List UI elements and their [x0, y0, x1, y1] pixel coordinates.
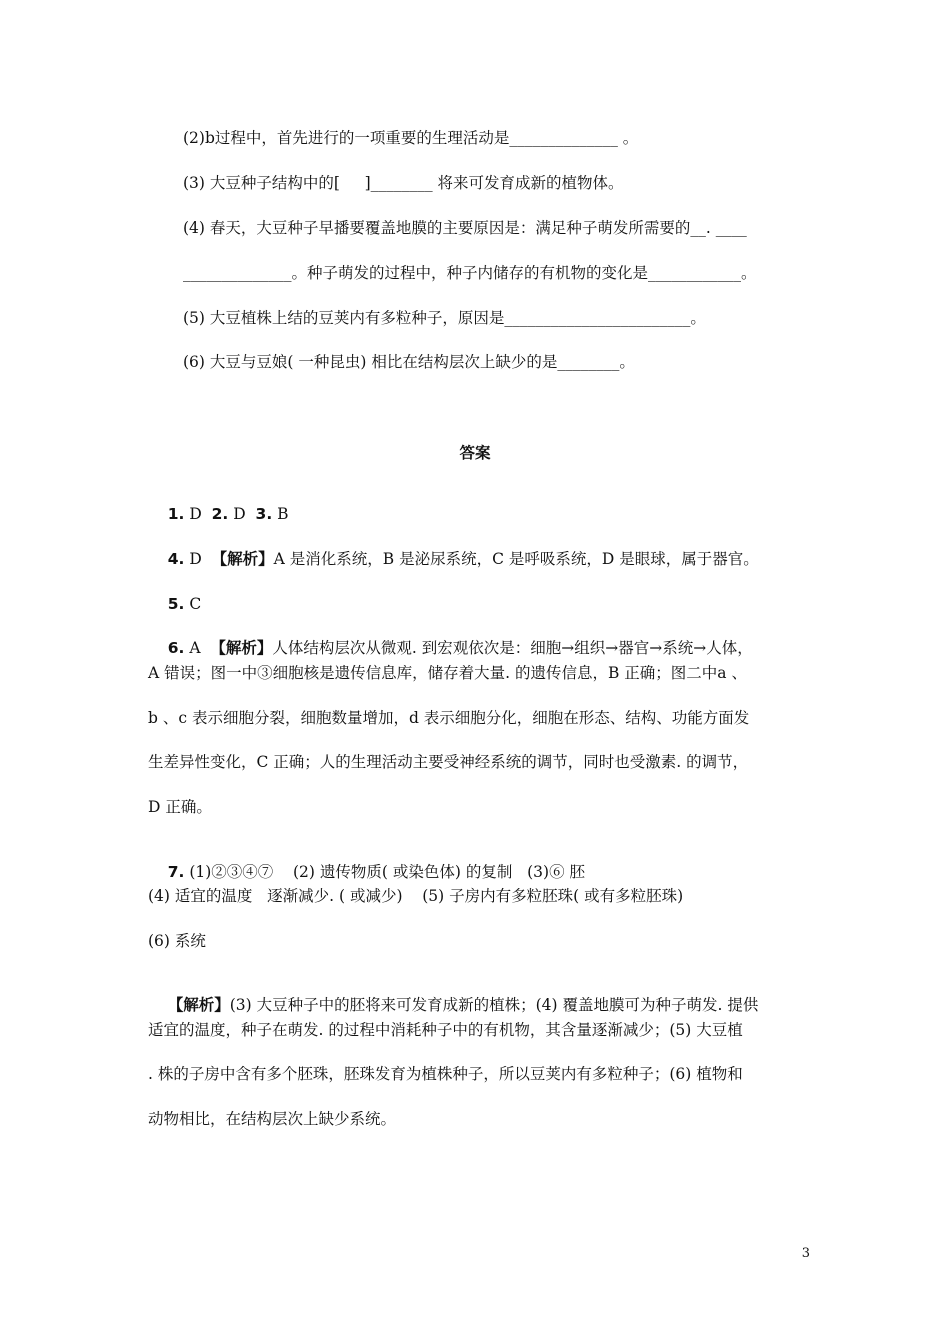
answer-line: (6) 系统 [148, 932, 206, 950]
answer-number: 2. [211, 505, 229, 523]
analysis-text: (3) 大豆种子中的胚将来可发育成新的植株；(4) 覆盖地膜可为种子萌发. 提供 [229, 996, 759, 1014]
answer-number: 7. [167, 863, 185, 881]
answer-text: D [228, 505, 256, 523]
answer-text: C [184, 595, 202, 613]
question-2: (2)b过程中，首先进行的一项重要的生理活动是______________ 。 [183, 129, 639, 147]
answer-text: D [184, 505, 212, 523]
answer-number: 4. [167, 550, 185, 568]
page-number: 3 [801, 1246, 810, 1261]
answer-line-4 [148, 529, 759, 589]
analysis-line: A 错误；图一中③细胞核是遗传信息库，储存着大量. 的遗传信息，B 正确；图二中a 、 [148, 664, 747, 682]
analysis-line: 生差异性变化，C 正确；人的生理活动主要受神经系统的调节，同时也受激素. 的调节， [148, 753, 749, 771]
analysis-tag: 【解析】 [167, 995, 230, 1014]
analysis-line: b 、c 表示细胞分裂，细胞数量增加，d 表示细胞分化，细胞在形态、结构、功能方面发 [148, 709, 750, 727]
answer-number: 5. [167, 595, 185, 613]
answer-line: (4) 适宜的温度 逐渐减少. ( 或减少) (5) 子房内有多粒胚珠( 或有多粒胚珠) [148, 887, 684, 905]
question-3: (3) 大豆种子结构中的[ ]________ 将来可发育成新的植物体。 [183, 174, 624, 192]
analysis-line: 动物相比，在结构层次上缺少系统。 [148, 1110, 397, 1128]
answer-number: 6. [167, 639, 185, 657]
answer-text: (1)②③④⑦ (2) 遗传物质( 或染色体) 的复制 (3)⑥ 胚 [184, 863, 585, 881]
question-4-cont: ______________。种子萌发的过程中，种子内储存的有机物的变化是____________。 [183, 264, 757, 282]
analysis-text: 人体结构层次从微观. 到宏观依次是：细胞→组织→器官→系统→人体， [272, 639, 753, 657]
analysis-text: A 是消化系统，B 是泌尿系统，C 是呼吸系统，D 是眼球，属于器官。 [273, 550, 759, 568]
answer-number: 1. [167, 505, 185, 523]
analysis-line: . 株的子房中含有多个胚珠，胚珠发育为植株种子，所以豆荚内有多粒种子；(6) 植物和 [148, 1065, 743, 1083]
analysis-tag: 【解析】 [211, 549, 274, 568]
answer-text: A [184, 639, 211, 657]
answer-text: D [184, 550, 212, 568]
analysis-line: 适宜的温度，种子在萌发. 的过程中消耗种子中的有机物，其含量逐渐减少；(5) 大豆植 [148, 1021, 743, 1039]
answer-number: 3. [255, 505, 273, 523]
analysis-line: D 正确。 [148, 798, 212, 816]
question-6: (6) 大豆与豆娘( 一种昆虫) 相比在结构层次上缺少的是________。 [183, 353, 635, 371]
question-4: (4) 春天，大豆种子早播要覆盖地膜的主要原因是：满足种子萌发所需要的__. ____ [183, 219, 747, 237]
answer-title: 答案 [459, 444, 491, 462]
answer-text: B [272, 505, 289, 523]
question-5: (5) 大豆植株上结的豆荚内有多粒种子，原因是________________________。 [183, 309, 706, 327]
analysis-tag: 【解析】 [210, 638, 273, 657]
